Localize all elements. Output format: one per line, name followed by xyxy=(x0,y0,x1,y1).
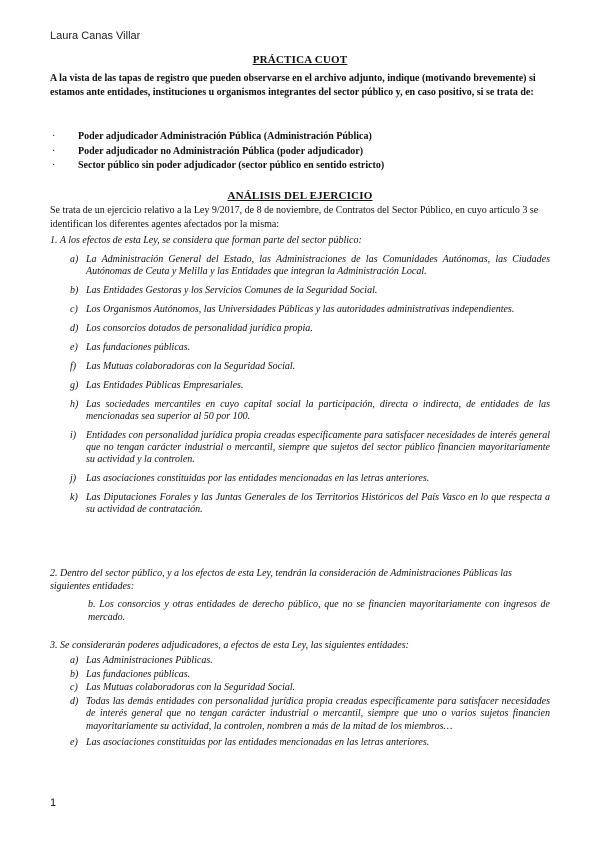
page-title: PRÁCTICA CUOT xyxy=(252,54,348,66)
section3-list xyxy=(50,655,550,750)
list-item: d) Los consorcios dotados de personalidad jurídica propia. xyxy=(70,323,313,334)
section3-heading: 3. Se considerarán poderes adjudicadores, a efectos de esta Ley, las siguientes entidades: xyxy=(50,640,409,651)
analysis-intro: Se trata de un ejercicio relativo a la Ley 9/2017, de 8 de noviembre, de Contratos del Sector Público, en cuyo artículo 3 se identifican los diferentes agentes afectados por la misma: xyxy=(50,205,539,230)
list-item: b) Las fundaciones públicas. xyxy=(70,668,191,680)
list-item: i) Entidades con personalidad jurídica propia creadas específicamente para satisfacer necesidades de interés general que no tengan carácter industrial o mercantil, siempre que sujetos del sector público financien mayoritariamente su actividad y la controlen. xyxy=(70,430,550,465)
header-author: Laura Canas Villar xyxy=(50,30,141,42)
list-item: c) Las Mutuas colaboradoras con la Seguridad Social. xyxy=(70,682,296,693)
list-item: f) Las Mutuas colaboradoras con la Seguridad Social. xyxy=(70,361,296,372)
list-item: c) Los Organismos Autónomos, las Universidades Públicas y las autoridades administrativas independientes. xyxy=(70,304,515,315)
section2-item: b. Los consorcios y otras entidades de derecho público, que no se financien mayoritariamente con ingresos de mercado. xyxy=(88,599,550,623)
list-item: e) Las fundaciones públicas. xyxy=(70,342,191,353)
list-item: b) Las Entidades Gestoras y los Servicios Comunes de la Seguridad Social. xyxy=(70,285,378,296)
list-item: e) Las asociaciones constituidas por las entidades mencionadas en las letras anteriores. xyxy=(70,737,430,748)
list-item: d) Todas las demás entidades con personalidad jurídica propia creadas específicamente para satisfacer necesidades de interés general que no tengan carácter industrial o mercantil, siempre que uno o varios sujetos financien mayoritariamente su actividad, la controlen, nombren a más de la mitad de los miembros… xyxy=(70,695,550,732)
list-item: j) Las asociaciones constituidas por las entidades mencionadas en las letras anteriores. xyxy=(70,473,430,484)
bullet-marker: · xyxy=(52,145,56,157)
list-item: k) Las Diputaciones Forales y las Juntas Generales de los Territorios Históricos del País Vasco en lo que respecta a su actividad de contratación. xyxy=(70,492,550,515)
bullet-marker: · xyxy=(52,131,56,142)
page-number: 1 xyxy=(50,797,57,809)
section2-heading: 2. Dentro del sector público, y a los efectos de esta Ley, tendrán la consideración de Administraciones Públicas las siguientes entidades: xyxy=(50,568,512,592)
bullet-list xyxy=(50,130,550,174)
analysis-title: ANÁLISIS DEL EJERCICIO xyxy=(227,190,373,202)
bullet-item: · Poder adjudicador Administración Pública (Administración Pública) xyxy=(50,130,550,145)
list-item: h) Las sociedades mercantiles en cuyo capital social la participación, directa o indirecta, de entidades de las mencionadas sea superior al 50 por 100. xyxy=(70,399,550,422)
bullet-item: · Sector público sin poder adjudicador (sector público en sentido estricto) xyxy=(50,159,550,174)
intro-paragraph: A la vista de las tapas de registro que pueden observarse en el archivo adjunto, indique (motivando brevemente) si estamos ante entidades, instituciones u organismos integrantes del sector público y, en caso positivo, si se trata de: xyxy=(50,73,536,98)
list-item: a) Las Administraciones Públicas. xyxy=(70,655,213,666)
bullet-marker: · xyxy=(52,160,56,171)
section1-heading: 1. A los efectos de esta Ley, se considera que forman parte del sector público: xyxy=(50,235,362,246)
list-item: a) La Administración General del Estado, las Administraciones de las Comunidades Autónomas, las Ciudades Autónomas de Ceuta y Melilla y las Entidades que integran la Administración Local. xyxy=(70,254,550,277)
list-item: g) Las Entidades Públicas Empresariales. xyxy=(70,380,244,391)
bullet-item: · Poder adjudicador no Administración Pública (poder adjudicador) xyxy=(50,145,550,160)
section1-list xyxy=(50,254,550,516)
